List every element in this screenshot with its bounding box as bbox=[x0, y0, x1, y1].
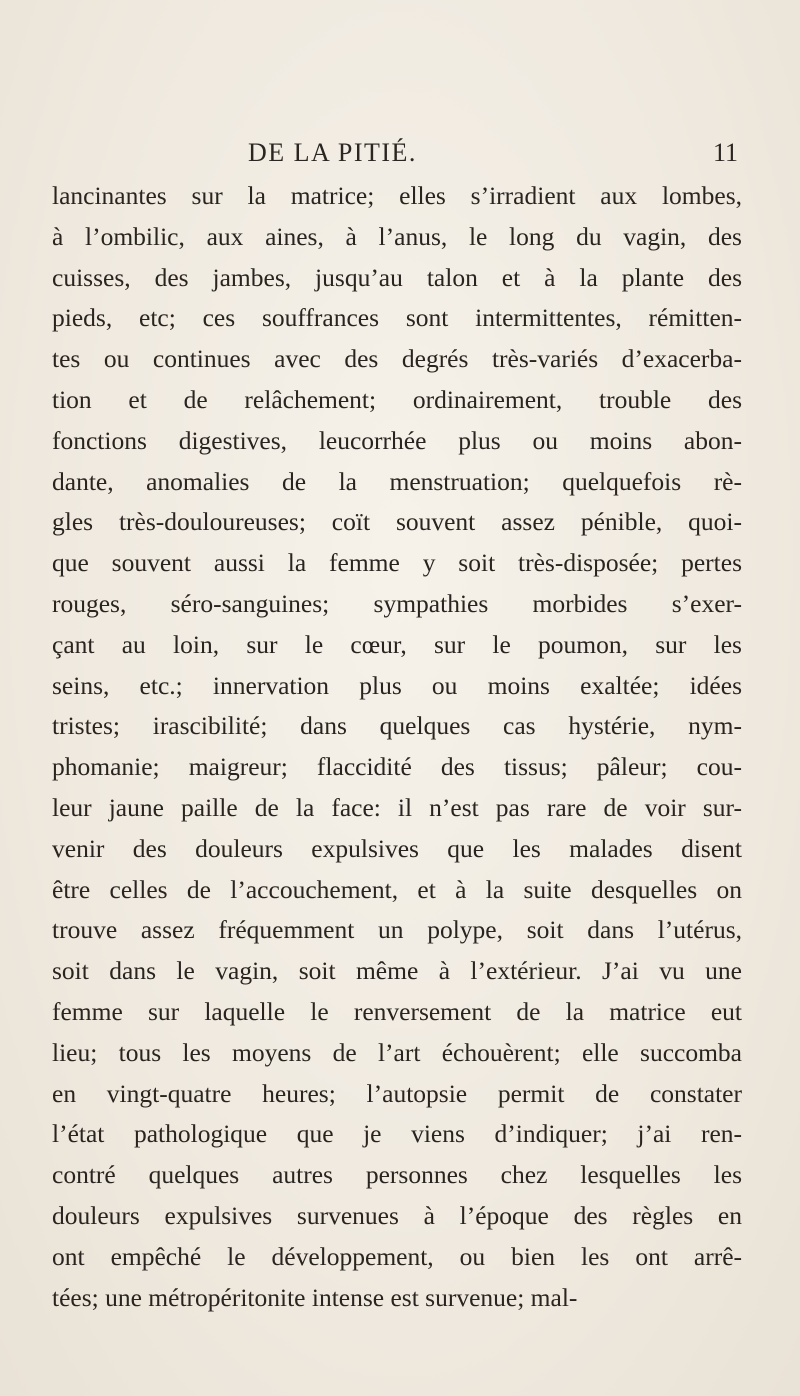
page-header bbox=[248, 138, 738, 174]
text-line: que souvent aussi la femme y soit très-disposée; pertes bbox=[52, 548, 742, 578]
text-line: tristes; irascibilité; dans quelques cas hystérie, nym- bbox=[52, 711, 742, 741]
text-line: çant au loin, sur le cœur, sur le poumon, sur les bbox=[52, 629, 742, 659]
text-line: lancinantes sur la matrice; elles s’irradient aux lombes, bbox=[52, 181, 742, 210]
text-line: à l’ombilic, aux aines, à l’anus, le long du vagin, des bbox=[52, 221, 742, 251]
text-line: leur jaune paille de la face: il n’est pas rare de voir sur- bbox=[52, 792, 742, 822]
text-line: gles très-douloureuses; coït souvent assez pénible, quoi- bbox=[52, 507, 742, 537]
text-line: femme sur laquelle le renversement de la matrice eut bbox=[52, 996, 742, 1026]
running-title: DE LA PITIÉ. bbox=[248, 138, 417, 167]
text-line: pieds, etc; ces souffrances sont intermittentes, rémitten- bbox=[52, 303, 742, 333]
body-text bbox=[52, 176, 742, 1318]
page-number: 11 bbox=[712, 138, 738, 167]
text-line: dante, anomalies de la menstruation; quelquefois rè- bbox=[52, 466, 742, 496]
text-line: venir des douleurs expulsives que les malades disent bbox=[52, 833, 742, 863]
text-line: contré quelques autres personnes chez lesquelles les bbox=[52, 1160, 742, 1190]
text-line: douleurs expulsives survenues à l’époque des règles en bbox=[52, 1200, 742, 1230]
text-line: ont empêché le développement, ou bien les ont arrê- bbox=[52, 1241, 742, 1271]
text-line: trouve assez fréquemment un polype, soit dans l’utérus, bbox=[52, 915, 742, 945]
text-line: soit dans le vagin, soit même à l’extérieur. J’ai vu une bbox=[52, 956, 742, 986]
text-line: en vingt-quatre heures; l’autopsie permit de constater bbox=[52, 1078, 742, 1108]
text-line: rouges, séro-sanguines; sympathies morbides s’exer- bbox=[52, 588, 742, 618]
text-line: cuisses, des jambes, jusqu’au talon et à la plante des bbox=[52, 262, 742, 292]
text-line: tes ou continues avec des degrés très-variés d’exacerba- bbox=[52, 344, 742, 374]
text-line: seins, etc.; innervation plus ou moins exaltée; idées bbox=[52, 670, 742, 700]
text-line: phomanie; maigreur; flaccidité des tissus; pâleur; cou- bbox=[52, 752, 742, 782]
text-line: l’état pathologique que je viens d’indiquer; j’ai ren- bbox=[52, 1119, 742, 1149]
text-line: tion et de relâchement; ordinairement, trouble des bbox=[52, 384, 742, 414]
text-line: tées; une métropéritonite intense est survenue; mal- bbox=[52, 1282, 578, 1312]
text-line: fonctions digestives, leucorrhée plus ou moins abon- bbox=[52, 425, 742, 455]
text-line: être celles de l’accouchement, et à la suite desquelles on bbox=[52, 874, 742, 904]
text-line: lieu; tous les moyens de l’art échouèrent; elle succomba bbox=[52, 1037, 742, 1067]
